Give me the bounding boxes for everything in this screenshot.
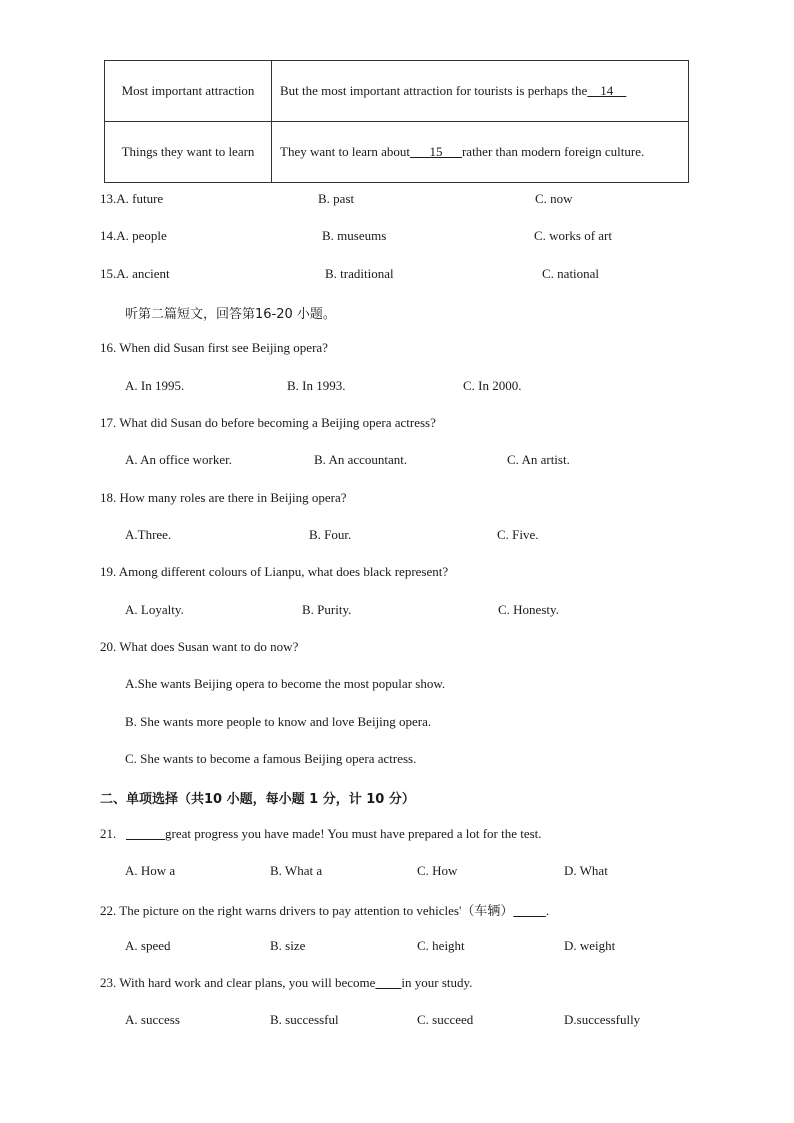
option-b[interactable]: B. past — [318, 191, 355, 206]
table-row-content — [272, 122, 689, 183]
question-number: 21. — [100, 826, 117, 841]
option-a[interactable]: A. speed — [125, 938, 171, 953]
option-c[interactable]: C. An artist. — [507, 452, 570, 467]
option-b[interactable]: B. museums — [322, 228, 387, 243]
question-14 — [100, 228, 167, 244]
option-c[interactable]: C. Five. — [497, 527, 539, 542]
option-b[interactable]: B. Purity. — [302, 602, 352, 617]
table-row — [105, 122, 689, 183]
option-b[interactable]: B. An accountant. — [314, 452, 408, 467]
answer-blank-22[interactable] — [513, 903, 546, 918]
option-b[interactable]: B. successful — [270, 1012, 339, 1027]
option-a[interactable]: A. How a — [125, 863, 176, 878]
option-a[interactable]: A.Three. — [125, 527, 172, 542]
question-number: 14. — [100, 228, 117, 243]
question-17-stem: 17. What did Susan do before becoming a Beijing opera actress? — [100, 415, 436, 430]
option-b[interactable]: B. What a — [270, 863, 323, 878]
answer-blank-15[interactable]: 15 — [409, 144, 462, 159]
option-a[interactable]: A. Loyalty. — [125, 602, 184, 617]
option-c[interactable]: C. national — [542, 266, 600, 281]
option-c[interactable]: C. succeed — [417, 1012, 474, 1027]
option-d[interactable]: D. weight — [564, 938, 616, 953]
option-c[interactable]: C. She wants to become a famous Beijing opera actress. — [125, 751, 417, 766]
option-a[interactable]: A. future — [116, 191, 164, 206]
question-number: 15. — [100, 266, 117, 281]
info-table — [104, 60, 689, 183]
question-23-stem — [100, 975, 472, 991]
option-a[interactable]: A. ancient — [116, 266, 170, 281]
question-15 — [100, 266, 170, 282]
option-c[interactable]: C. Honesty. — [498, 602, 559, 617]
stem-text: great progress you have made! You must have prepared a lot for the test. — [165, 826, 542, 841]
stem-end: . — [545, 903, 550, 918]
row-text: But the most important attraction for tourists is perhaps the — [280, 83, 588, 98]
option-a[interactable]: A. people — [116, 228, 167, 243]
table-row — [105, 61, 689, 122]
option-c[interactable]: C. How — [417, 863, 458, 878]
question-21-stem — [100, 826, 542, 842]
option-b[interactable]: B. traditional — [325, 266, 394, 281]
option-c[interactable]: C. height — [417, 938, 465, 953]
option-c[interactable]: C. In 2000. — [463, 378, 522, 393]
stem-text-after: in your study. — [401, 975, 473, 990]
option-c[interactable]: C. works of art — [534, 228, 612, 243]
stem-text: 23. With hard work and clear plans, you will become — [100, 975, 376, 990]
option-a[interactable]: A.She wants Beijing opera to become the most popular show. — [125, 676, 446, 691]
answer-blank-21[interactable] — [126, 826, 165, 841]
option-b[interactable]: B. She wants more people to know and love Beijing opera. — [125, 714, 432, 729]
option-c[interactable]: C. now — [535, 191, 573, 206]
table-row-label: Things they want to learn — [105, 122, 272, 183]
question-13 — [100, 191, 163, 207]
row-text: They want to learn about — [280, 144, 410, 159]
option-b[interactable]: B. In 1993. — [287, 378, 346, 393]
row-text-after: rather than modern foreign culture. — [461, 144, 645, 159]
question-18-stem: 18. How many roles are there in Beijing opera? — [100, 490, 347, 505]
stem-text: 22. The picture on the right warns drivers to pay attention to vehicles'（车辆） — [100, 903, 514, 918]
option-a[interactable]: A. An office worker. — [125, 452, 232, 467]
answer-blank-23[interactable] — [375, 975, 401, 990]
table-row-label: Most important attraction — [105, 61, 272, 122]
question-19-stem: 19. Among different colours of Lianpu, what does black represent? — [100, 564, 449, 579]
section-title: 二、单项选择（共10 小题，每小题 1 分，计 10 分） — [100, 792, 415, 807]
answer-blank-14[interactable]: 14 — [587, 83, 627, 98]
option-b[interactable]: B. size — [270, 938, 306, 953]
option-b[interactable]: B. Four. — [309, 527, 352, 542]
option-a[interactable]: A. success — [125, 1012, 180, 1027]
option-d[interactable]: D. What — [564, 863, 608, 878]
option-a[interactable]: A. In 1995. — [125, 378, 185, 393]
question-20-stem: 20. What does Susan want to do now? — [100, 639, 299, 654]
table-row-content — [272, 61, 689, 122]
option-d[interactable]: D.successfully — [564, 1012, 641, 1027]
passage-instruction: 听第二篇短文，回答第16-20 小题。 — [125, 307, 336, 322]
question-22-stem — [100, 900, 549, 919]
question-number: 13. — [100, 191, 117, 206]
question-16-stem: 16. When did Susan first see Beijing opera? — [100, 340, 328, 355]
